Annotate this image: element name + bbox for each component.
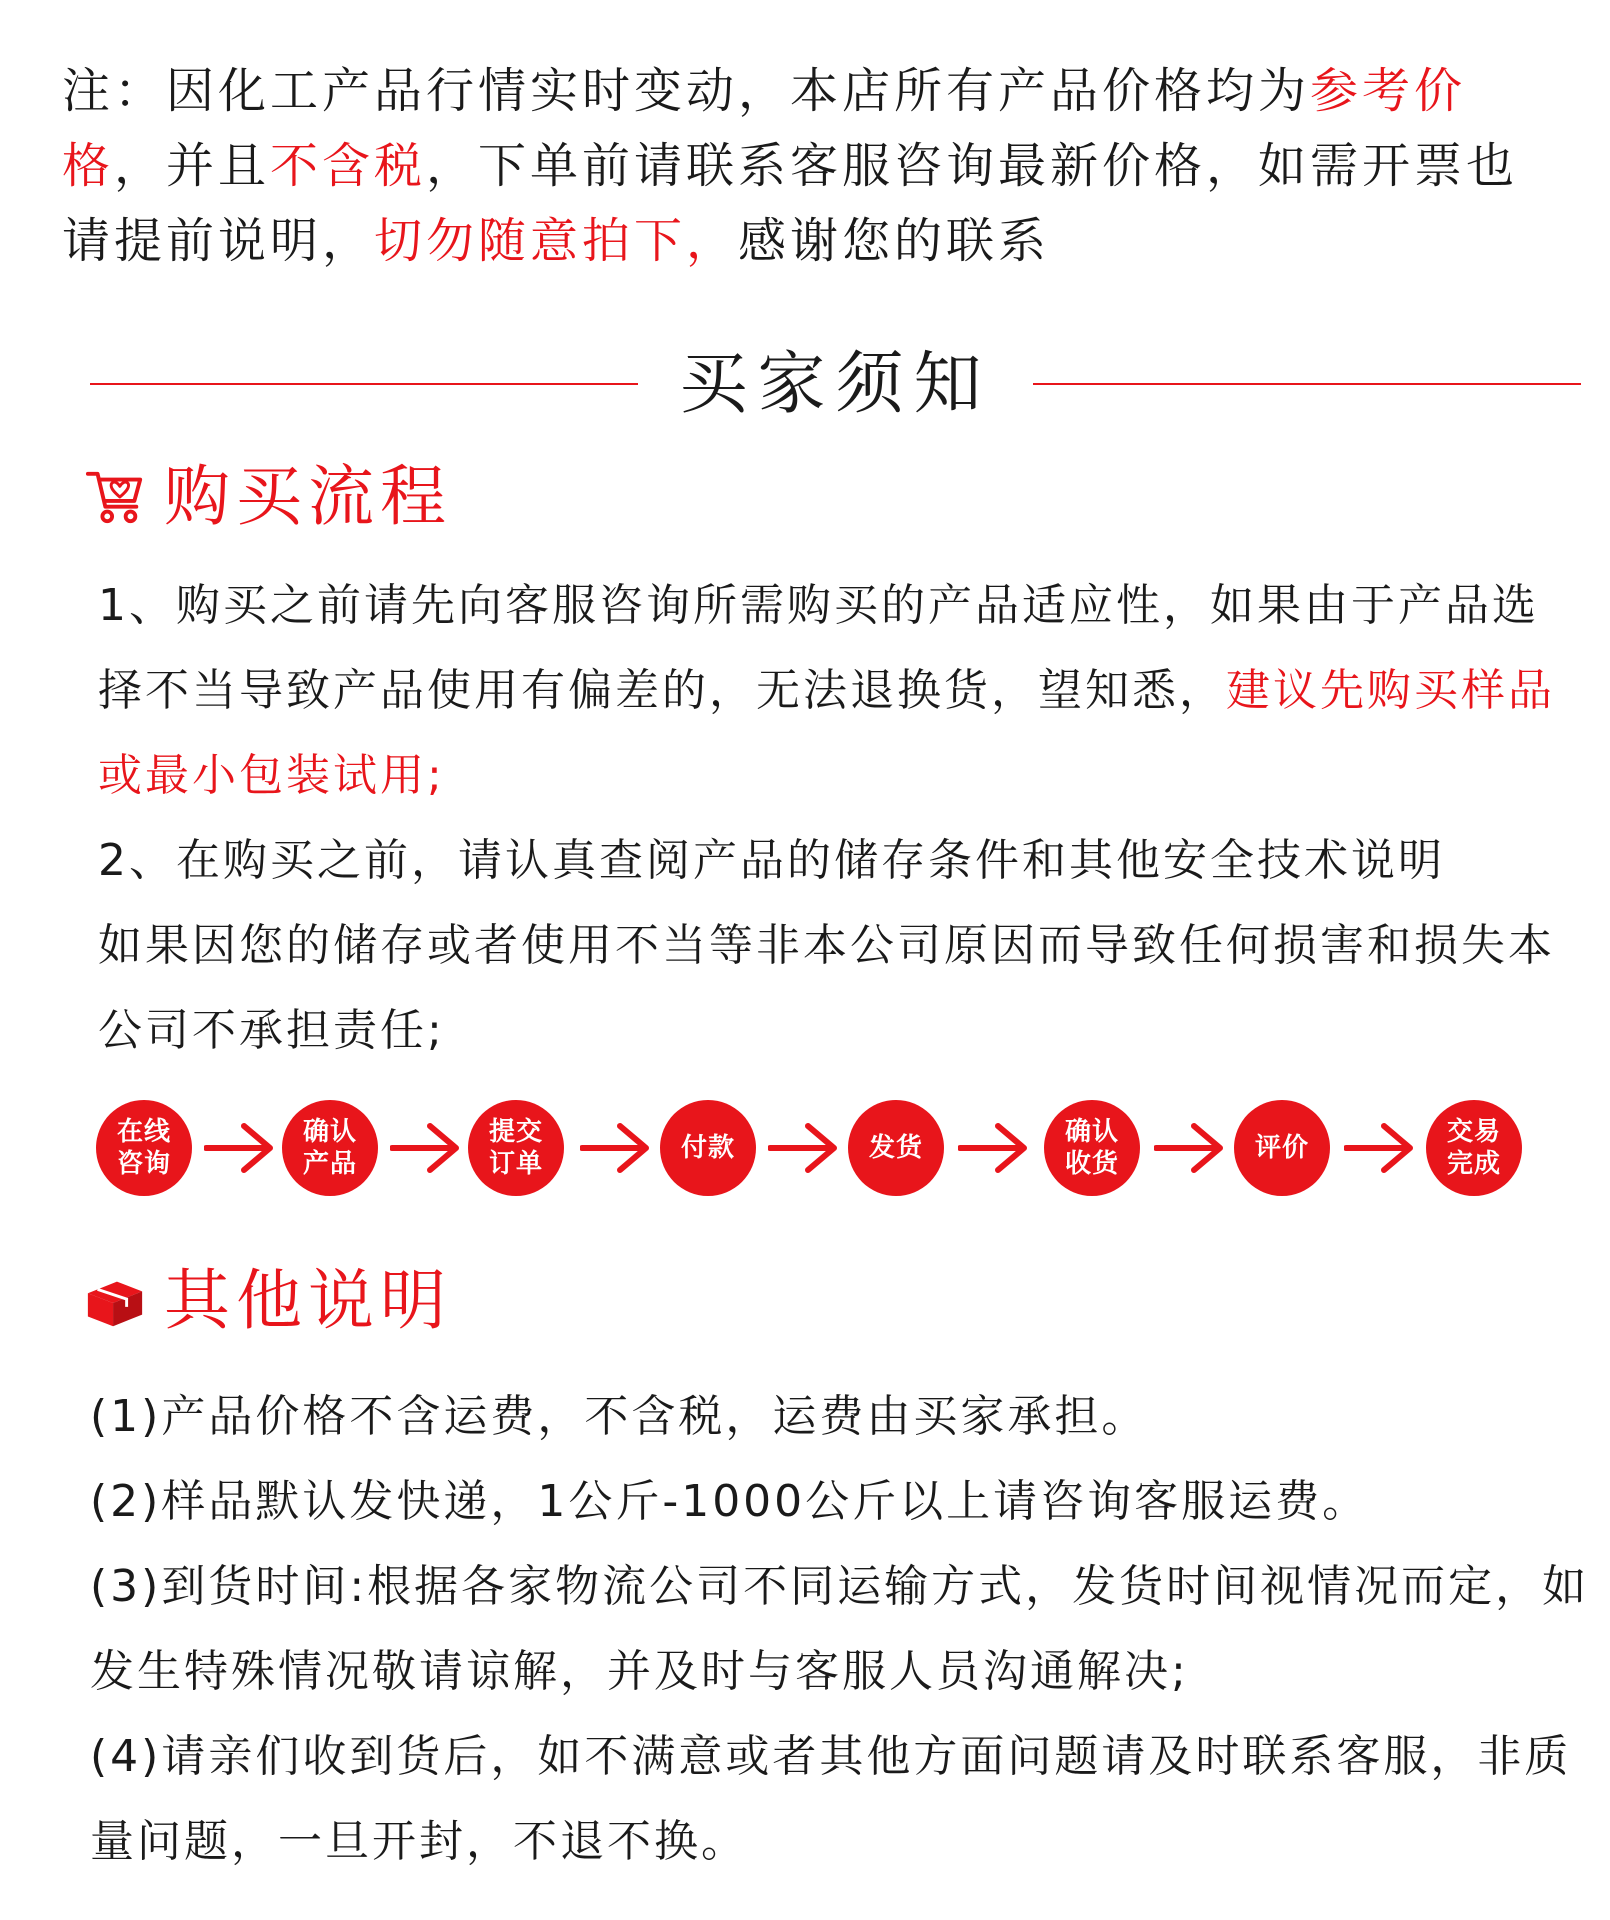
- purchase-process-title: 购买流程: [164, 458, 452, 535]
- process-item-2-line-1: 2、在购买之前，请认真查阅产品的储存条件和其他安全技术说明: [98, 835, 1445, 886]
- purchase-flow: [96, 1100, 1536, 1200]
- flow-step-confirm-receipt: 确认收货: [1044, 1100, 1140, 1196]
- note-item-2: (2)样品默认发快递，1公斤-1000公斤以上请咨询客服运费。: [90, 1476, 1370, 1527]
- process-item-1-text: 1、购买之前请先向客服咨询所需购买的产品适应性，如果由于产品选择不当导致产品使用有偏差的，无法退换货，望知悉，: [98, 580, 1539, 716]
- flow-step-ship: 发货: [848, 1100, 944, 1196]
- other-notes-title: 其他说明: [164, 1262, 452, 1339]
- heading-divider-right: [1033, 383, 1581, 385]
- other-notes-header: [84, 1256, 452, 1346]
- package-box-icon: [84, 1270, 146, 1332]
- flow-step-payment: 付款: [660, 1100, 756, 1196]
- purchase-process-content: [98, 563, 1558, 1073]
- arrow-right-icon: [1154, 1122, 1224, 1174]
- notice-text: ，下单前请联系客服咨询最新价格，如需开票也请提前说明，: [62, 138, 1519, 269]
- note-item-4: (4)请亲们收到货后，如不满意或者其他方面问题请及时联系客服，非质量问题，一旦开封，不退不换。: [90, 1731, 1572, 1867]
- arrow-right-icon: [580, 1122, 650, 1174]
- notice-highlight-reference-price: 参考价格: [62, 63, 1467, 194]
- notice-highlight-do-not-order: 切勿随意拍下，: [374, 213, 739, 269]
- arrow-right-icon: [768, 1122, 838, 1174]
- flow-step-complete: 交易完成: [1426, 1100, 1522, 1196]
- price-notice: [62, 54, 1562, 279]
- process-item-1-highlight: 建议先购买样品或最小包装试用;: [98, 665, 1555, 801]
- notice-highlight-tax-excluded: 不含税: [270, 138, 427, 194]
- arrow-right-icon: [390, 1122, 460, 1174]
- notice-text: 感谢您的联系: [738, 213, 1051, 269]
- buyer-notice-heading: [0, 340, 1610, 430]
- flow-step-consult: 在线咨询: [96, 1100, 192, 1196]
- notice-text: ，并且: [114, 138, 271, 194]
- heading-divider-left: [90, 383, 638, 385]
- notice-text: 注：因化工产品行情实时变动，本店所有产品价格均为: [62, 63, 1311, 119]
- note-item-1: (1)产品价格不含运费，不含税，运费由买家承担。: [90, 1391, 1149, 1442]
- arrow-right-icon: [1344, 1122, 1414, 1174]
- note-item-3: (3)到货时间:根据各家物流公司不同运输方式，发货时间视情况而定，如发生特殊情况敬请谅解，并及时与客服人员沟通解决;: [90, 1561, 1590, 1697]
- shopping-cart-icon: [84, 466, 146, 528]
- page-title: 买家须知: [679, 345, 992, 424]
- purchase-process-header: [84, 452, 452, 542]
- flow-step-submit-order: 提交订单: [468, 1100, 564, 1196]
- flow-step-confirm-product: 确认产品: [282, 1100, 378, 1196]
- arrow-right-icon: [958, 1122, 1028, 1174]
- process-item-1: [98, 563, 1558, 818]
- process-item-2-line-2: 如果因您的储存或者使用不当等非本公司原因而导致任何损害和损失本公司不承担责任;: [98, 920, 1555, 1056]
- arrow-right-icon: [204, 1122, 274, 1174]
- other-notes-content: [90, 1374, 1590, 1884]
- flow-step-review: 评价: [1234, 1100, 1330, 1196]
